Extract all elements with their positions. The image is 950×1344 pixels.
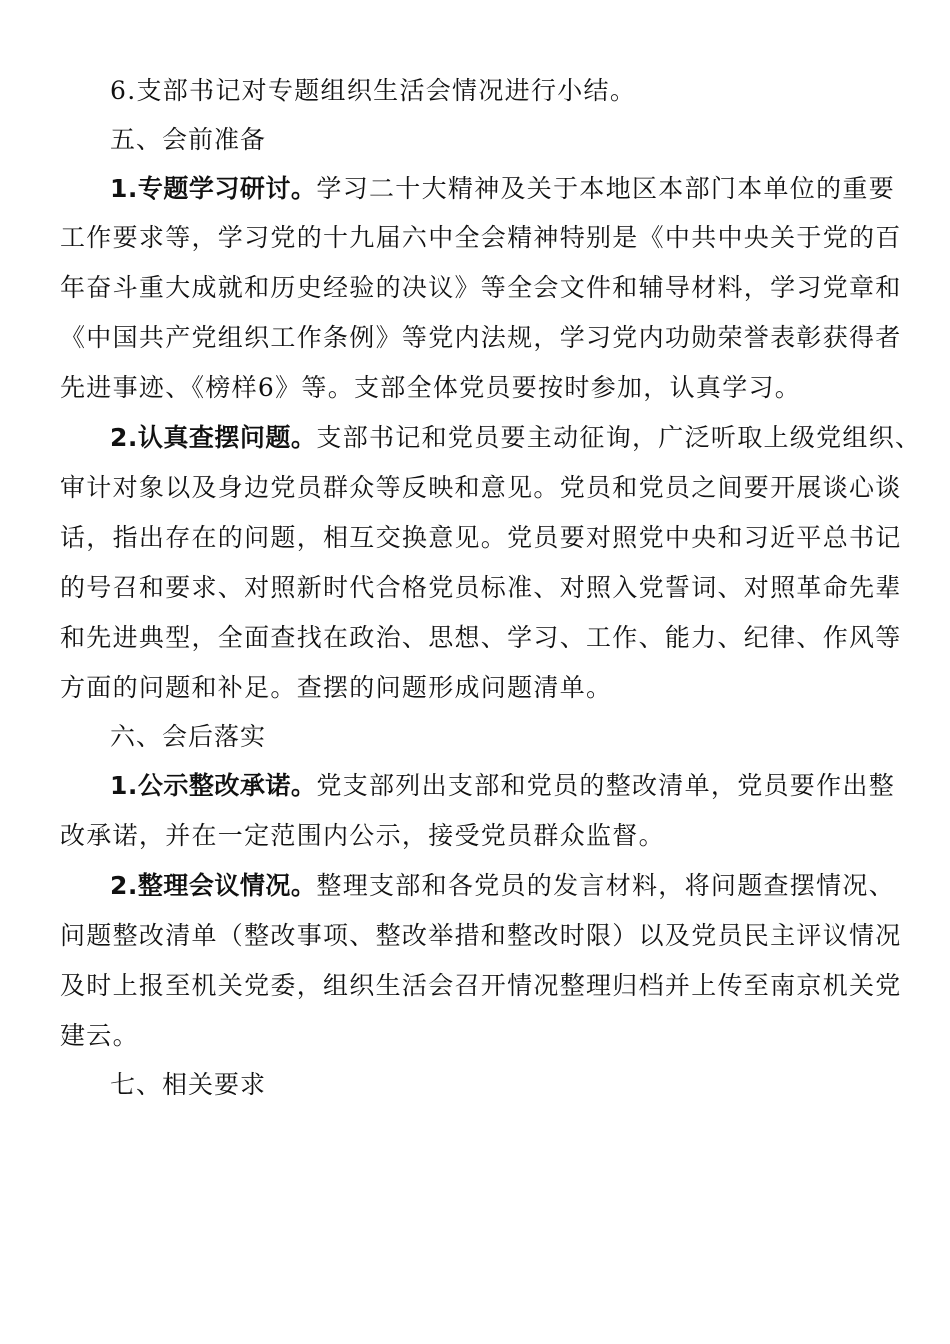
section-6-heading: 六、会后落实	[110, 722, 267, 751]
section-5-p1-line1	[110, 174, 895, 204]
section-5-p2-line6: 方面的问题和补足。查摆的问题形成问题清单。	[60, 673, 613, 702]
section-6-p1-text: 党支部列出支部和党员的整改清单，党员要作出整	[316, 771, 896, 800]
section-5-p2-line4: 的号召和要求、对照新时代合格党员标准、对照入党誓词、对照革命先辈	[60, 573, 902, 602]
section-6-p2-text: 整理支部和各党员的发言材料，将问题查摆情况、	[316, 871, 896, 900]
section-5-p1-line4: 《中国共产党组织工作条例》等党内法规，学习党内功勋荣誉表彰获得者	[60, 323, 902, 352]
section-6-p1-line2: 改承诺，并在一定范围内公示，接受党员群众监督。	[60, 821, 665, 850]
section-5-heading: 五、会前准备	[110, 125, 267, 154]
section-5-p1-line2: 工作要求等，学习党的十九届六中全会精神特别是《中共中央关于党的百	[60, 223, 902, 252]
section-5-p2-text: 支部书记和党员要主动征询，广泛听取上级党组织、	[316, 423, 922, 452]
section-6-p1-lead: 1.公示整改承诺。	[110, 771, 317, 800]
section-6-p1-line1	[110, 771, 895, 801]
section-5-p2-lead: 2.认真查摆问题。	[110, 423, 317, 452]
section-6-p2-line3: 及时上报至机关党委，组织生活会召开情况整理归档并上传至南京机关党	[60, 971, 902, 1000]
section-5-p1-line5: 先进事迹、《榜样6》等。支部全体党员要按时参加，认真学习。	[60, 373, 802, 402]
section-6-p2-line1	[110, 871, 895, 901]
section-6-p2-line4: 建云。	[60, 1021, 139, 1050]
section-5-p1-line3: 年奋斗重大成就和历史经验的决议》等全会文件和辅导材料，学习党章和	[60, 273, 902, 302]
section-5-p1-text: 学习二十大精神及关于本地区本部门本单位的重要	[316, 174, 896, 203]
section-6-p2-lead: 2.整理会议情况。	[110, 871, 317, 900]
section-5-p2-line5: 和先进典型，全面查找在政治、思想、学习、工作、能力、纪律、作风等	[60, 623, 902, 652]
section-5-p2-line2: 审计对象以及身边党员群众等反映和意见。党员和党员之间要开展谈心谈	[60, 473, 902, 502]
item-6-summary: 6.支部书记对专题组织生活会情况进行小结。	[110, 76, 637, 105]
section-5-p2-line1	[110, 423, 921, 453]
section-6-p2-line2: 问题整改清单（整改事项、整改举措和整改时限）以及党员民主评议情况	[60, 921, 902, 950]
section-5-p2-line3: 话，指出存在的问题，相互交换意见。党员要对照党中央和习近平总书记	[60, 523, 902, 552]
section-7-heading: 七、相关要求	[110, 1070, 267, 1099]
section-5-p1-lead: 1.专题学习研讨。	[110, 174, 317, 203]
